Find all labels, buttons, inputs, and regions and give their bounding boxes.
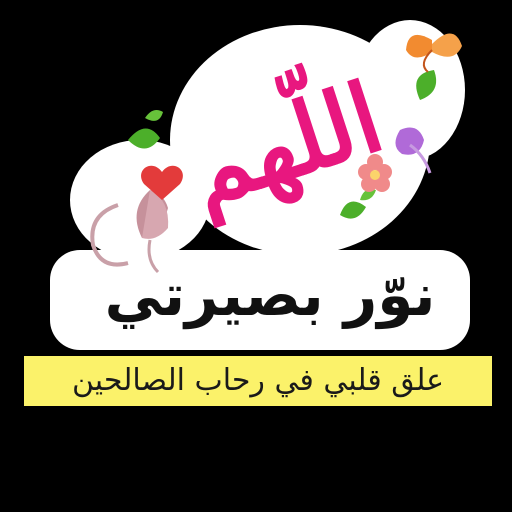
calligraphy-title: اللّهم: [174, 60, 396, 229]
main-text: نوّر بصيرتي: [104, 261, 436, 329]
banner-text: علق قلبي في رحاب الصالحين: [71, 363, 445, 398]
banner: [24, 356, 492, 406]
